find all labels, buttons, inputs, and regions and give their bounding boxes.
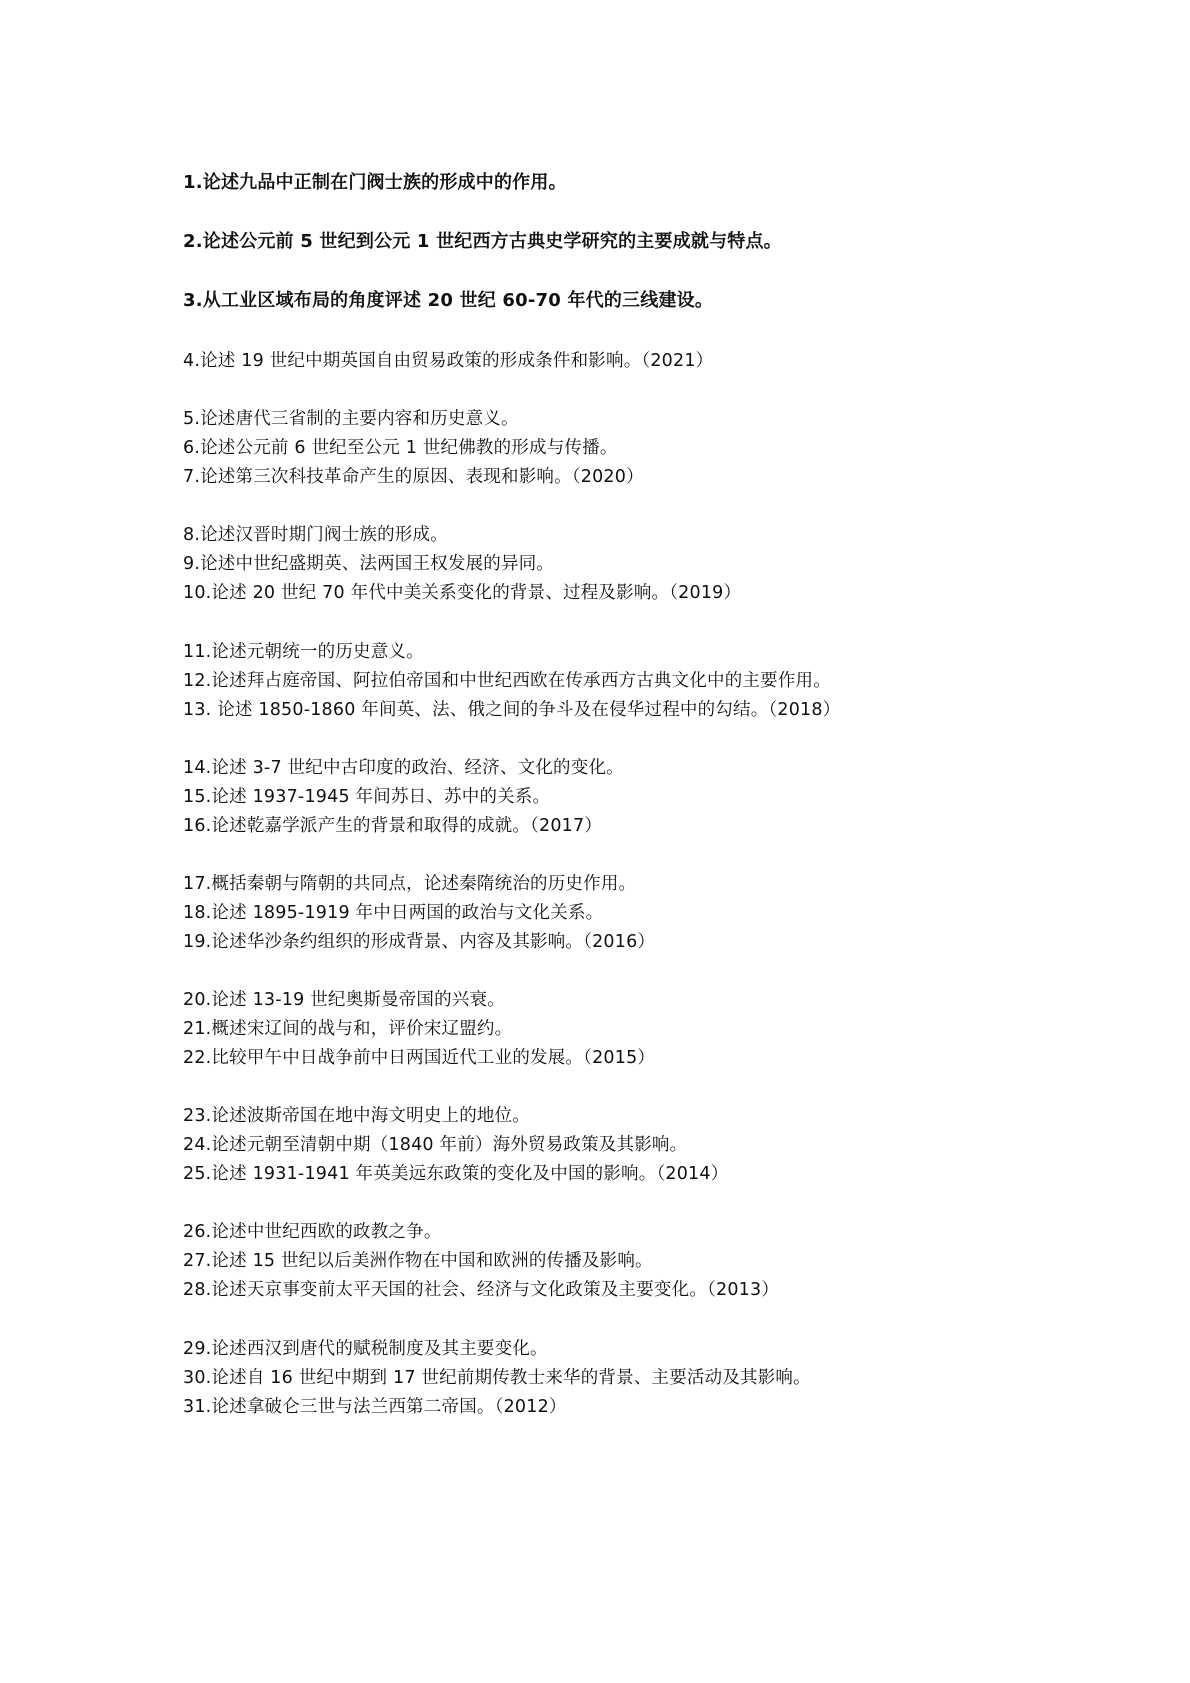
question-27: 27.论述 15 世纪以后美洲作物在中国和欧洲的传播及影响。 — [183, 1251, 653, 1271]
question-18: 18.论述 1895-1919 年中日两国的政治与文化关系。 — [183, 903, 604, 923]
question-10: 10.论述 20 世纪 70 年代中美关系变化的背景、过程及影响。（2019） — [183, 583, 742, 603]
question-23: 23.论述波斯帝国在地中海文明史上的地位。 — [183, 1106, 531, 1126]
question-14: 14.论述 3-7 世纪中古印度的政治、经济、文化的变化。 — [183, 758, 624, 778]
question-8: 8.论述汉晋时期门阀士族的形成。 — [183, 525, 448, 545]
question-19: 19.论述华沙条约组织的形成背景、内容及其影响。（2016） — [183, 932, 656, 952]
question-1: 1.论述九品中正制在门阀士族的形成中的作用。 — [183, 172, 567, 193]
question-25: 25.论述 1931-1941 年英美远东政策的变化及中国的影响。（2014） — [183, 1164, 729, 1184]
question-31: 31.论述拿破仑三世与法兰西第二帝国。（2012） — [183, 1397, 567, 1417]
question-22: 22.比较甲午中日战争前中日两国近代工业的发展。（2015） — [183, 1048, 656, 1068]
question-20: 20.论述 13-19 世纪奥斯曼帝国的兴衰。 — [183, 990, 505, 1010]
question-30: 30.论述自 16 世纪中期到 17 世纪前期传教士来华的背景、主要活动及其影响。 — [183, 1368, 811, 1388]
question-16: 16.论述乾嘉学派产生的背景和取得的成就。（2017） — [183, 816, 603, 836]
question-12: 12.论述拜占庭帝国、阿拉伯帝国和中世纪西欧在传承西方古典文化中的主要作用。 — [183, 671, 831, 691]
question-6: 6.论述公元前 6 世纪至公元 1 世纪佛教的形成与传播。 — [183, 438, 618, 458]
question-4: 4.论述 19 世纪中期英国自由贸易政策的形成条件和影响。（2021） — [183, 351, 714, 371]
question-5: 5.论述唐代三省制的主要内容和历史意义。 — [183, 409, 519, 429]
question-15: 15.论述 1937-1945 年间苏日、苏中的关系。 — [183, 787, 551, 807]
question-7: 7.论述第三次科技革命产生的原因、表现和影响。（2020） — [183, 467, 644, 487]
question-3: 3.从工业区域布局的角度评述 20 世纪 60-70 年代的三线建设。 — [183, 290, 714, 311]
question-2: 2.论述公元前 5 世纪到公元 1 世纪西方古典史学研究的主要成就与特点。 — [183, 231, 782, 252]
question-13: 13. 论述 1850-1860 年间英、法、俄之间的争斗及在侵华过程中的勾结。（2018） — [183, 700, 841, 720]
question-26: 26.论述中世纪西欧的政教之争。 — [183, 1222, 442, 1242]
question-17: 17.概括秦朝与隋朝的共同点，论述秦隋统治的历史作用。 — [183, 874, 637, 894]
question-21: 21.概述宋辽间的战与和，评价宋辽盟约。 — [183, 1019, 513, 1039]
question-28: 28.论述天京事变前太平天国的社会、经济与文化政策及主要变化。（2013） — [183, 1280, 780, 1300]
question-24: 24.论述元朝至清朝中期（1840 年前）海外贸易政策及其影响。 — [183, 1135, 688, 1155]
question-9: 9.论述中世纪盛期英、法两国王权发展的异同。 — [183, 554, 555, 574]
question-29: 29.论述西汉到唐代的赋税制度及其主要变化。 — [183, 1339, 548, 1359]
question-11: 11.论述元朝统一的历史意义。 — [183, 642, 424, 662]
